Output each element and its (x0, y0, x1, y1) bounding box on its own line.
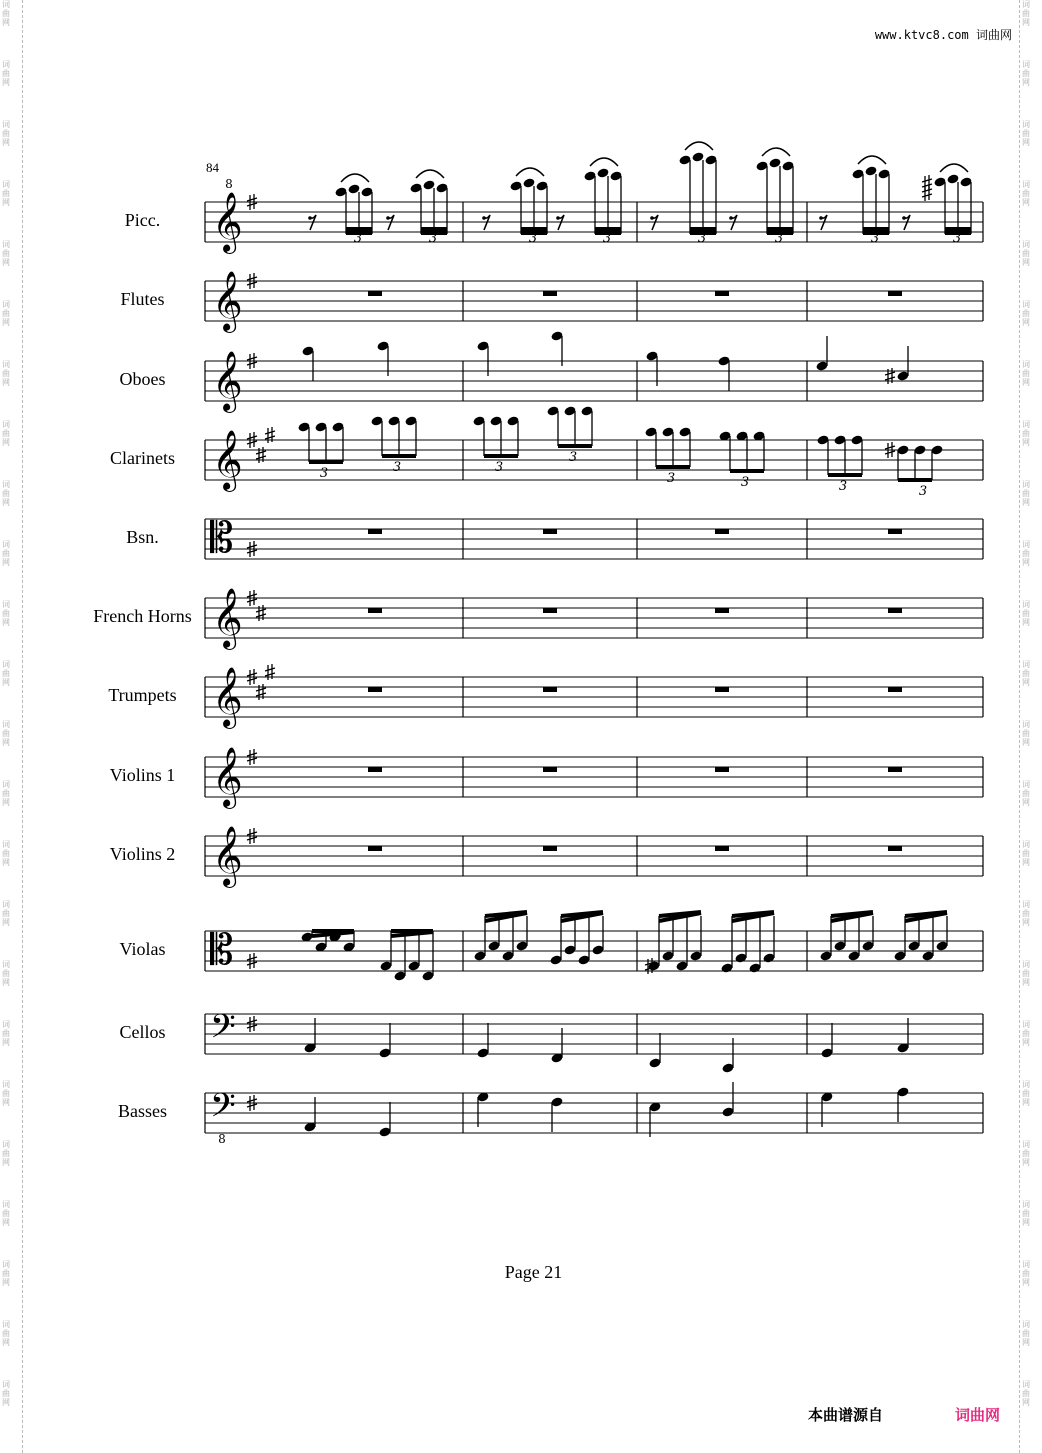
watermark-text: 词曲网 (1022, 0, 1030, 27)
staff-9 (205, 826, 983, 888)
whole-rest (715, 846, 729, 851)
whole-rest (543, 608, 557, 613)
accidental-sharp (922, 175, 932, 191)
whole-rest (715, 767, 729, 772)
whole-rest (543, 846, 557, 851)
source-text: 本曲谱源自 (808, 1406, 884, 1424)
watermark-text: 词曲网 (1022, 180, 1030, 207)
whole-rest (888, 687, 902, 692)
watermark-text: 词曲网 (1022, 660, 1030, 687)
whole-rest (543, 767, 557, 772)
watermark-text: 词曲网 (1022, 420, 1030, 447)
tuplet-number: 3 (697, 231, 707, 246)
watermark-text: 词曲网 (1022, 960, 1030, 987)
site-url[interactable]: www.ktvc8.com (874, 28, 969, 42)
watermark-text: 词曲网 (2, 1140, 10, 1167)
site-name: 词曲网 (975, 28, 1012, 42)
watermark-text: 词曲网 (1022, 900, 1030, 927)
eighth-rest-dot (386, 216, 390, 220)
tuplet-number: 3 (952, 231, 962, 246)
whole-rest (368, 846, 382, 851)
whole-rest (368, 291, 382, 296)
tuplet-number: 3 (353, 231, 363, 246)
c-clef-icon: 𝄡 (210, 513, 234, 562)
watermark-text: 词曲网 (1022, 480, 1030, 507)
tuplet-number: 3 (774, 231, 784, 246)
key-signature-sharp (265, 664, 275, 680)
staff-2 (205, 271, 983, 333)
instrument-label: Violins 1 (109, 765, 176, 785)
treble-clef-icon: 𝄞 (212, 747, 243, 807)
watermark-text: 词曲网 (2, 0, 10, 27)
whole-rest (368, 687, 382, 692)
staff-5 (205, 513, 983, 562)
eighth-rest-dot (650, 216, 654, 220)
whole-rest (368, 529, 382, 534)
watermark-text: 词曲网 (2, 540, 10, 567)
instrument-label: Clarinets (110, 448, 175, 468)
treble-clef-icon: 𝄞 (212, 271, 243, 331)
staff-12 (205, 1087, 983, 1133)
watermark-text: 词曲网 (2, 240, 10, 267)
octave-marker: 8 (225, 177, 233, 191)
watermark-text: 词曲网 (1022, 1320, 1030, 1347)
staff-3 (205, 351, 983, 413)
key-signature-sharp (256, 605, 266, 621)
watermark-text: 词曲网 (2, 300, 10, 327)
tuplet-number: 3 (838, 479, 848, 494)
key-signature-sharp (256, 684, 266, 700)
tuplet-number: 3 (494, 460, 504, 475)
watermark-text: 词曲网 (2, 180, 10, 207)
watermark-text: 词曲网 (1022, 1080, 1030, 1107)
instrument-label: Violas (119, 939, 166, 959)
tuplet-number: 3 (528, 231, 538, 246)
watermark-text: 词曲网 (1022, 720, 1030, 747)
instrument-label: Basses (118, 1101, 167, 1121)
watermark-text: 词曲网 (2, 360, 10, 387)
whole-rest (888, 767, 902, 772)
eighth-rest-dot (482, 216, 486, 220)
watermark-text: 词曲网 (1022, 600, 1030, 627)
tuplet-number: 3 (918, 484, 928, 499)
tuplet-number: 3 (568, 450, 578, 465)
octave-marker: 8 (218, 1132, 226, 1146)
tuplet-number: 3 (602, 231, 612, 246)
whole-rest (368, 767, 382, 772)
watermark-text: 词曲网 (1022, 840, 1030, 867)
staff-8 (205, 747, 983, 809)
watermark-text: 词曲网 (1022, 120, 1030, 147)
whole-rest (715, 687, 729, 692)
watermark-text: 词曲网 (2, 720, 10, 747)
whole-rest (543, 687, 557, 692)
treble-clef-icon: 𝄞 (212, 588, 243, 648)
tuplet-number: 3 (428, 231, 438, 246)
staff-7 (205, 667, 983, 729)
watermark-text: 词曲网 (2, 660, 10, 687)
watermark-text: 词曲网 (1022, 1260, 1030, 1287)
measure-number: 84 (206, 160, 219, 175)
tuplet-number: 3 (870, 231, 880, 246)
staff-6 (205, 588, 983, 650)
eighth-rest-dot (819, 216, 823, 220)
instrument-label: Trumpets (108, 685, 177, 705)
bass-clef-icon: 𝄢 (210, 1008, 236, 1054)
treble-clef-icon: 𝄞 (212, 351, 243, 411)
whole-rest (715, 608, 729, 613)
watermark-text: 词曲网 (1022, 240, 1030, 267)
watermark-text: 词曲网 (1022, 1140, 1030, 1167)
watermark-text: 词曲网 (2, 600, 10, 627)
treble-clef-icon: 𝄞 (212, 430, 243, 490)
key-signature-sharp (256, 447, 266, 463)
instrument-label: Cellos (119, 1022, 166, 1042)
whole-rest (715, 291, 729, 296)
brand-logo-text[interactable]: 词曲网 (955, 1406, 1001, 1424)
watermark-text: 词曲网 (1022, 60, 1030, 87)
watermark-text: 词曲网 (2, 60, 10, 87)
tuplet-number: 3 (666, 471, 676, 486)
slur (516, 168, 544, 176)
instrument-label: Bsn. (126, 527, 159, 547)
instrument-label: Violins 2 (109, 844, 176, 864)
whole-rest (888, 608, 902, 613)
watermark-text: 词曲网 (2, 120, 10, 147)
watermark-text: 词曲网 (2, 960, 10, 987)
whole-rest (888, 846, 902, 851)
watermark-text: 词曲网 (1022, 540, 1030, 567)
whole-rest (368, 608, 382, 613)
tuplet-number: 3 (740, 475, 750, 490)
watermark-text: 词曲网 (1022, 1380, 1030, 1407)
watermark-text: 词曲网 (1022, 1200, 1030, 1227)
slur (590, 158, 618, 166)
slur (685, 142, 713, 150)
c-clef-icon: 𝄡 (210, 925, 234, 974)
watermark-text: 词曲网 (2, 1260, 10, 1287)
slur (940, 164, 968, 172)
instrument-label: Flutes (120, 289, 165, 309)
tuplet-number: 3 (392, 460, 402, 475)
watermark-text: 词曲网 (2, 1200, 10, 1227)
slur (858, 156, 886, 164)
instrument-label: Picc. (124, 210, 161, 230)
whole-rest (543, 291, 557, 296)
watermark-text: 词曲网 (1022, 300, 1030, 327)
watermark-text: 词曲网 (2, 900, 10, 927)
eighth-rest-dot (902, 216, 906, 220)
instrument-label: French Horns (93, 606, 192, 626)
watermark-text: 词曲网 (2, 1320, 10, 1347)
whole-rest (715, 529, 729, 534)
accidental-sharp (922, 185, 932, 201)
watermark-text: 词曲网 (1022, 780, 1030, 807)
slur (341, 174, 369, 182)
watermark-text: 词曲网 (1022, 360, 1030, 387)
eighth-rest-dot (729, 216, 733, 220)
staff-11 (205, 1008, 983, 1054)
eighth-rest-dot (556, 216, 560, 220)
accidental-sharp (885, 368, 895, 384)
watermark-text: 词曲网 (2, 480, 10, 507)
slur (416, 170, 444, 178)
watermark-text: 词曲网 (2, 420, 10, 447)
watermark-text: 词曲网 (2, 840, 10, 867)
whole-rest (543, 529, 557, 534)
treble-clef-icon: 𝄞 (212, 667, 243, 727)
treble-clef-icon: 𝄞 (212, 826, 243, 886)
page-number: Page 21 (504, 1262, 563, 1282)
watermark-text: 词曲网 (2, 1380, 10, 1407)
bass-clef-icon: 𝄢 (210, 1087, 236, 1133)
treble-clef-icon: 𝄞 (212, 192, 243, 252)
tuplet-number: 3 (319, 466, 329, 481)
watermark-text: 词曲网 (2, 1020, 10, 1047)
watermark-text: 词曲网 (2, 780, 10, 807)
whole-rest (888, 529, 902, 534)
staff-1 (205, 192, 983, 254)
whole-rest (888, 291, 902, 296)
eighth-rest-dot (308, 216, 312, 220)
instrument-label: Oboes (119, 369, 166, 389)
slur (762, 148, 790, 156)
watermark-text: 词曲网 (2, 1080, 10, 1107)
watermark-text: 词曲网 (1022, 1020, 1030, 1047)
key-signature-sharp (265, 427, 275, 443)
